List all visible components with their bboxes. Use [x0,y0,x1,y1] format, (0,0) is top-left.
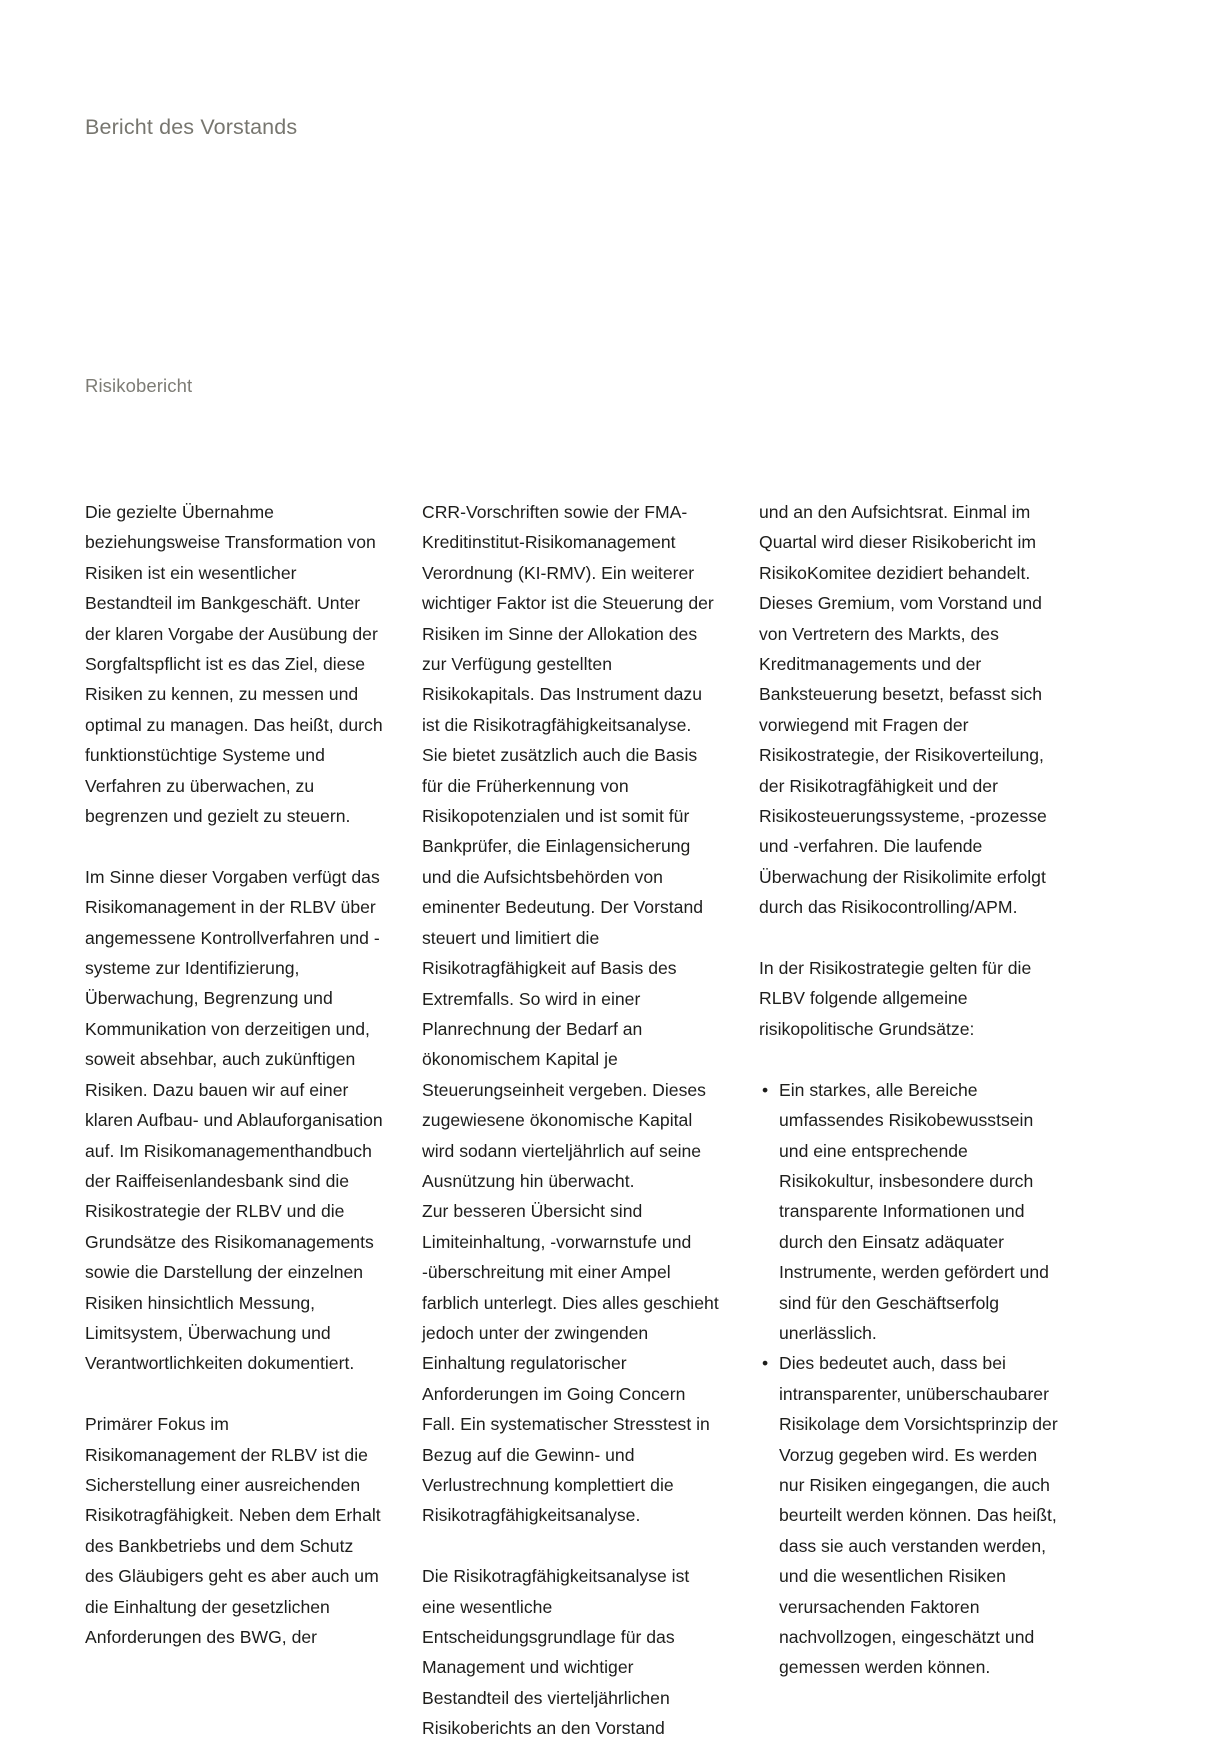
paragraph: Die Risikotragfähigkeitsanalyse ist eine wesentliche Entscheidungsgrundlage für das Management und wichtiger Bestandteil des vierteljährlichen Risikoberichts an den Vorstand [422,1566,690,1739]
list-item-text: Ein starkes, alle Bereiche umfassendes Risikobewusstsein und eine entsprechende Risikokultur, insbesondere durch transparente Informationen und durch den Einsatz adäquater Instrumente, werden gefördert und sind für den Geschäftserfolg unerlässlich. [779,1079,1049,1343]
paragraph: Im Sinne dieser Vorgaben verfügt das Risikomanagement in der RLBV über angemessene Kontrollverfahren und -systeme zur Identifizierung, Überwachung, Begrenzung und Kommunikation von derzeitigen und, soweit absehbar, auch zukünftigen Risiken. Dazu bauen wir auf einer klaren Aufbau- und Ablauforganisation auf. Im Risikomanagementhandbuch der Raiffeisenlandesbank sind die Risikostrategie der RLBV und die Grundsätze des Risikomanagements sowie die Darstellung der einzelnen Risiken hinsichtlich Messung, Limitsystem, Überwachung und Verantwortlichkeiten dokumentiert. [85,866,383,1374]
list-item [759,1348,1058,1682]
column-3 [759,497,1058,1744]
running-head: Bericht des Vorstands [85,115,298,139]
risk-principles-list [759,1075,1058,1683]
paragraph: In der Risikostrategie gelten für die RLBV folgende allgemeine risikopolitische Grundsätze: [759,958,1032,1039]
column-2 [422,497,721,1744]
paragraph: CRR-Vorschriften sowie der FMA-Kreditinstitut-Risikomanagement Verordnung (KI-RMV). Ein weiterer wichtiger Faktor ist die Steuerung der Risiken im Sinne der Allokation des zur Verfügung gestellten Risikokapitals. Das Instrument dazu ist die Risikotragfähigkeitsanalyse. Sie bietet zusätzlich auch die Basis für die Früherkennung von Risikopotenzialen und ist somit für Bankprüfer, die Einlagensicherung und die Aufsichtsbehörden von eminenter Bedeutung. Der Vorstand steuert und limitiert die Risikotragfähigkeit auf Basis des Extremfalls. So wird in einer Planrechnung der Bedarf an ökonomischem Kapital je Steuerungseinheit vergeben. Dieses zugewiesene ökonomische Kapital wird sodann vierteljährlich auf seine Ausnützung hin überwacht. [422,502,714,1191]
bullet-marker-icon: • [762,1353,769,1374]
paragraph: Die gezielte Übernahme beziehungsweise Transformation von Risiken ist ein wesentlicher Bestandteil im Bankgeschäft. Unter der klaren Vorgabe der Ausübung der Sorgfaltspflicht ist es das Ziel, diese Risiken zu kennen, zu messen und optimal zu managen. Das heißt, durch funktionstüchtige Systeme und Verfahren zu überwachen, zu begrenzen und gezielt zu steuern. [85,502,383,827]
body-columns [85,497,1090,1744]
column-1 [85,497,384,1744]
list-item-text: Dies bedeutet auch, dass bei intransparenter, unüberschaubarer Risikolage dem Vorsichtsprinzip der Vorzug gegeben wird. Es werden nur Risiken eingegangen, die auch beurteilt werden können. Das heißt, dass sie auch verstanden werden, und die wesentlichen Risiken verursachenden Faktoren nachvollzogen, eingeschätzt und gemessen werden können. [779,1353,1058,1678]
page-title: Risikobericht [85,375,193,396]
list-item [759,1075,1058,1349]
paragraph: Primärer Fokus im Risikomanagement der RLBV ist die Sicherstellung einer ausreichenden Risikotragfähigkeit. Neben dem Erhalt des Bankbetriebs und dem Schutz des Gläubigers geht es aber auch um die Einhaltung der gesetzlichen Anforderungen des BWG, der [85,1414,381,1647]
paragraph: und an den Aufsichtsrat. Einmal im Quartal wird dieser Risikobericht im RisikoKomitee dezidiert behandelt. Dieses Gremium, vom Vorstand und von Vertretern des Markts, des Kreditmanagements und der Banksteuerung besetzt, befasst sich vorwiegend mit Fragen der Risikostrategie, der Risikoverteilung, der Risikotragfähigkeit und der Risikosteuerungssysteme, -prozesse und -verfahren. Die laufende Überwachung der Risikolimite erfolgt durch das Risikocontrolling/APM. [759,502,1047,918]
paragraph: Zur besseren Übersicht sind Limiteinhaltung, -vorwarnstufe und -überschreitung mit einer Ampel farblich unterlegt. Dies alles geschieht jedoch unter der zwingenden Einhaltung regulatorischer Anforderungen im Going Concern Fall. Ein systematischer Stresstest in Bezug auf die Gewinn- und Verlustrechnung komplettiert die Risikotragfähigkeitsanalyse. [422,1201,719,1526]
bullet-marker-icon: • [762,1079,769,1100]
